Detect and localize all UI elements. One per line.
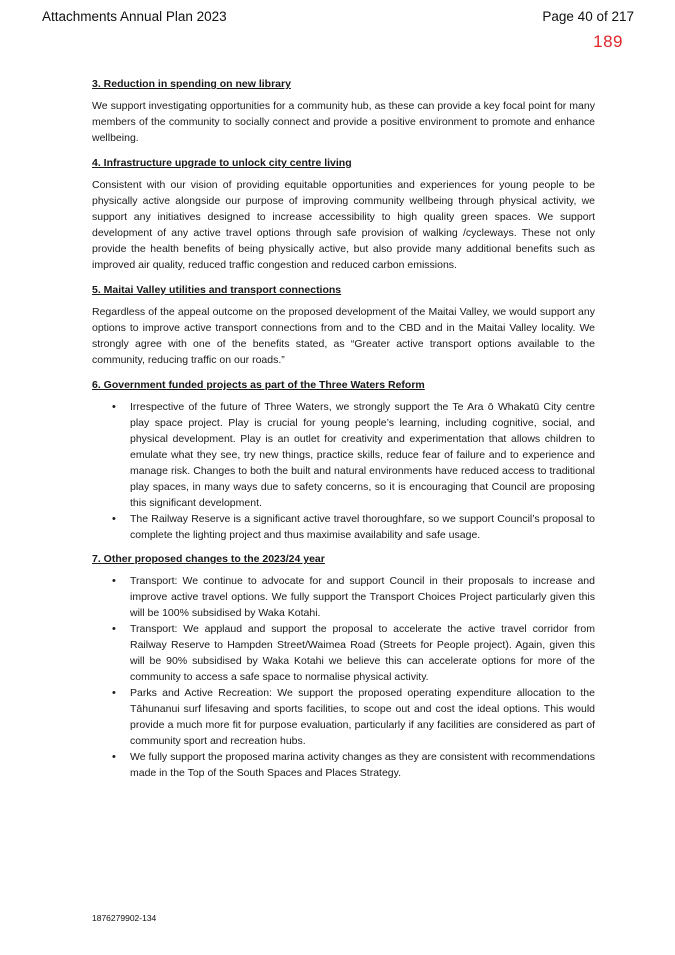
list-item: • Transport: We continue to advocate for and support Council in their proposals to increase and improve active travel options. We fully support the Transport Choices Project particularly given this will be 100% subsidised by Waka Kotahi. xyxy=(130,573,595,621)
document-id-footer: 1876279902-134 xyxy=(92,913,157,923)
section-three-waters xyxy=(92,377,595,543)
section-other-changes xyxy=(92,551,595,781)
list-item: • Irrespective of the future of Three Waters, we strongly support the Te Ara ō Whakatū City centre play space project. Play is crucial for young people’s learning, including cognitive, social, and physical development. Play is an outlet for creativity and experimentation that allows children to emulate what they see, try new things, practice skills, reduce fear of failure and to experience and manage risk. Changes to both the built and natural environments have reduced access to traditional play spaces, in many ways due to safety concerns, so it is encouraging that Council are proposing this significant development. xyxy=(130,399,595,511)
list-item: • We fully support the proposed marina activity changes as they are consistent with recommendations made in the Top of the South Spaces and Places Strategy. xyxy=(130,749,595,781)
bullet-list xyxy=(92,399,595,543)
section-paragraph: Regardless of the appeal outcome on the proposed development of the Maitai Valley, we would support any options to improve active transport connections from and to the CBD and in the Maitai Valley locality. We strongly agree with one of the benefits stated, as “Greater active transport options available to the community, reducing traffic on our roads.” xyxy=(92,306,595,366)
section-heading: 6. Government funded projects as part of the Three Waters Reform xyxy=(92,379,425,391)
list-item: • Parks and Active Recreation: We support the proposed operating expenditure allocation to the Tāhunanui surf lifesaving and sports facilities, to scope out and cost the ideal options. This would provide a much more fit for purpose evaluation, particularly if any facilities are considered as part of community sport and recreation hubs. xyxy=(130,685,595,749)
list-item: • Transport: We applaud and support the proposal to accelerate the active travel corridor from Railway Reserve to Hampden Street/Waimea Road (Streets for People project). Again, given this will be 90% subsidised by Waka Kotahi we believe this can accelerate options for more of the community to access a safe space to normalise physical activity. xyxy=(130,621,595,685)
section-maitai-valley xyxy=(92,282,595,368)
page-number-stamp: 189 xyxy=(593,32,623,51)
document-title: Attachments Annual Plan 2023 xyxy=(42,9,227,24)
bullet-list xyxy=(92,573,595,781)
section-heading: 4. Infrastructure upgrade to unlock city centre living xyxy=(92,157,352,169)
section-infrastructure xyxy=(92,155,595,273)
list-item: • The Railway Reserve is a significant active travel thoroughfare, so we support Council’s proposal to complete the lighting project and thus maximise availability and safe usage. xyxy=(130,511,595,543)
section-heading: 7. Other proposed changes to the 2023/24 year xyxy=(92,553,325,565)
section-paragraph: Consistent with our vision of providing equitable opportunities and experiences for young people to be physically active alongside our purpose of improving community wellbeing through physical activity, we support any initiatives designed to increase accessibility to high quality green spaces. We support development of any active travel options through safe provision of walking /cycleways. These not only provide the health benefits of being physically active, but also provide many additional benefits such as improved air quality, reduced traffic congestion and reduced carbon emissions. xyxy=(92,179,595,271)
document-body xyxy=(92,76,595,789)
section-heading: 3. Reduction in spending on new library xyxy=(92,78,291,90)
section-paragraph: We support investigating opportunities for a community hub, as these can provide a key focal point for many members of the community to socially connect and provide a positive environment to promote and enhance wellbeing. xyxy=(92,100,595,144)
section-library xyxy=(92,76,595,146)
page-counter: Page 40 of 217 xyxy=(542,9,634,24)
section-heading: 5. Maitai Valley utilities and transport connections xyxy=(92,284,342,296)
